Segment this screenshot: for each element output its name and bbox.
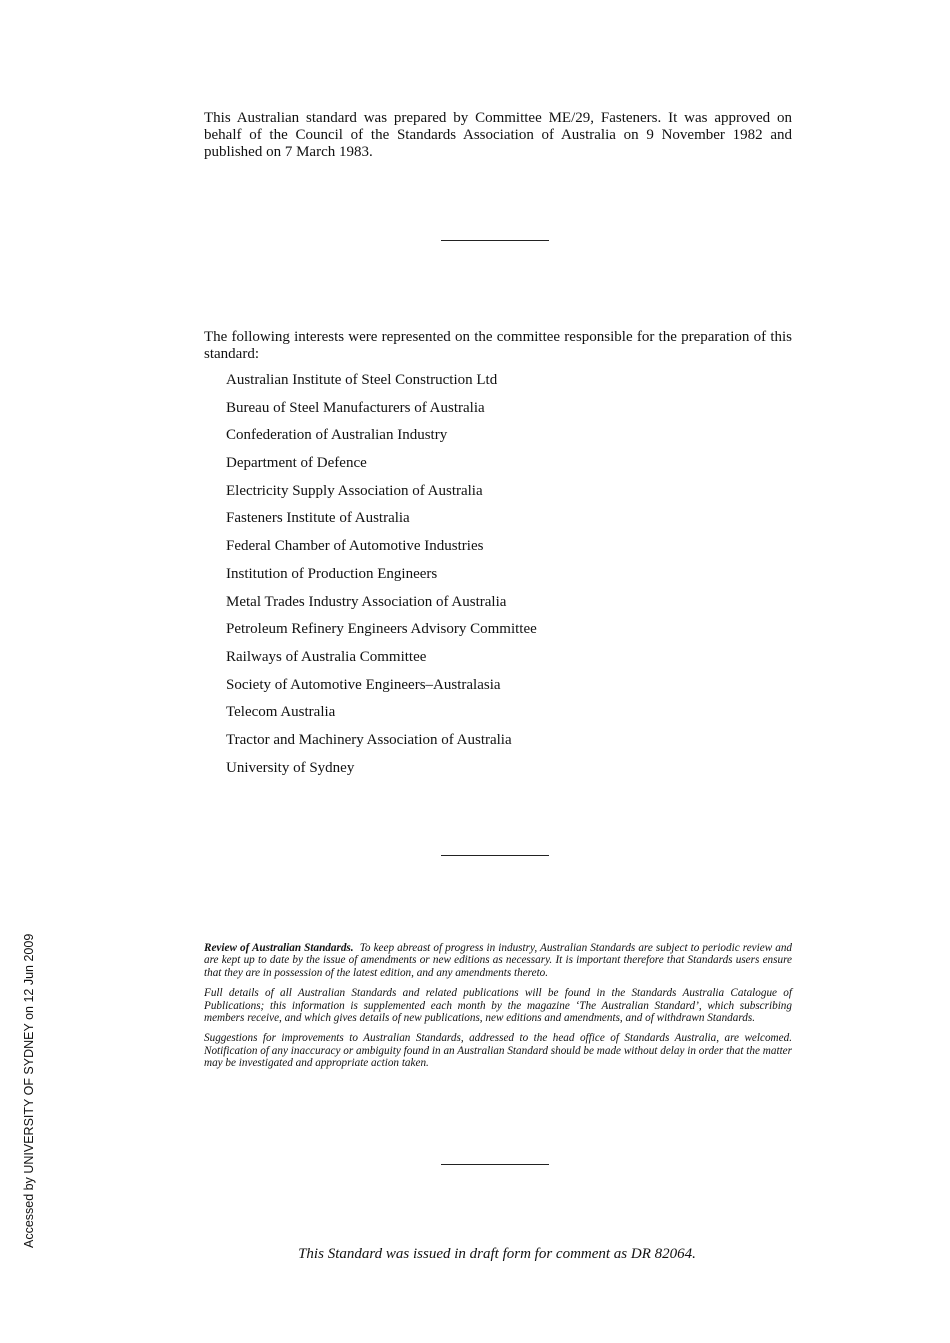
list-item: Bureau of Steel Manufacturers of Australia — [226, 399, 485, 416]
list-item: Tractor and Machinery Association of Australia — [226, 731, 512, 748]
divider-2 — [441, 855, 549, 856]
list-item: University of Sydney — [226, 759, 355, 776]
approval-statement: This Australian standard was prepared by Committee ME/29, Fasteners. It was approved on behalf of the Council of the Standards Association of Australia on 9 November 1982 and published on 7 March 1983. — [204, 110, 792, 160]
list-item: Railways of Australia Committee — [226, 648, 427, 665]
divider-3 — [441, 1164, 549, 1165]
divider-1 — [441, 240, 549, 241]
list-item: Society of Automotive Engineers–Australasia — [226, 676, 501, 693]
list-item: Department of Defence — [226, 455, 367, 472]
interests-intro: The following interests were represented on the committee responsible for the preparation of this standard: — [204, 329, 792, 362]
interests-list — [226, 372, 537, 787]
list-item: Metal Trades Industry Association of Australia — [226, 593, 507, 610]
list-item: Institution of Production Engineers — [226, 565, 438, 582]
review-text-1: To keep abreast of progress in industry, Australian Standards are subject to periodic review and are kept up to date by the issue of amendments or new editions as necessary. It is important therefore that Standards users ensure that they are in possession of the latest edition, and any amendments thereto. — [204, 942, 793, 979]
list-item: Petroleum Refinery Engineers Advisory Committee — [226, 621, 537, 638]
review-notice — [204, 942, 792, 1078]
draft-footer: This Standard was issued in draft form for comment as DR 82064. — [298, 1246, 696, 1262]
review-paragraph-3: Suggestions for improvements to Australian Standards, addressed to the head office of Standards Australia, are welcomed. Notification of any inaccuracy or ambiguity found in an Australian Standard should be made without delay in order that the matter may be investigated and appropriate action taken. — [204, 1032, 792, 1070]
review-paragraph-2: Full details of all Australian Standards and related publications will be found in the Standards Australia Catalogue of Publications; this information is supplemented each month by the magazine ‘The Australian Standard’, which subscribing members receive, and which gives details of new publications, new editions and amendments, and of withdrawn Standards. — [204, 987, 792, 1025]
list-item: Australian Institute of Steel Construction Ltd — [226, 372, 498, 388]
review-paragraph-1 — [204, 942, 792, 979]
access-watermark: Accessed by UNIVERSITY OF SYDNEY on 12 Jun 2009 — [22, 933, 36, 1248]
list-item: Confederation of Australian Industry — [226, 427, 448, 444]
review-heading: Review of Australian Standards. — [204, 942, 354, 954]
list-item: Electricity Supply Association of Australia — [226, 482, 483, 499]
list-item: Fasteners Institute of Australia — [226, 510, 410, 527]
list-item: Telecom Australia — [226, 704, 336, 721]
list-item: Federal Chamber of Automotive Industries — [226, 538, 484, 555]
